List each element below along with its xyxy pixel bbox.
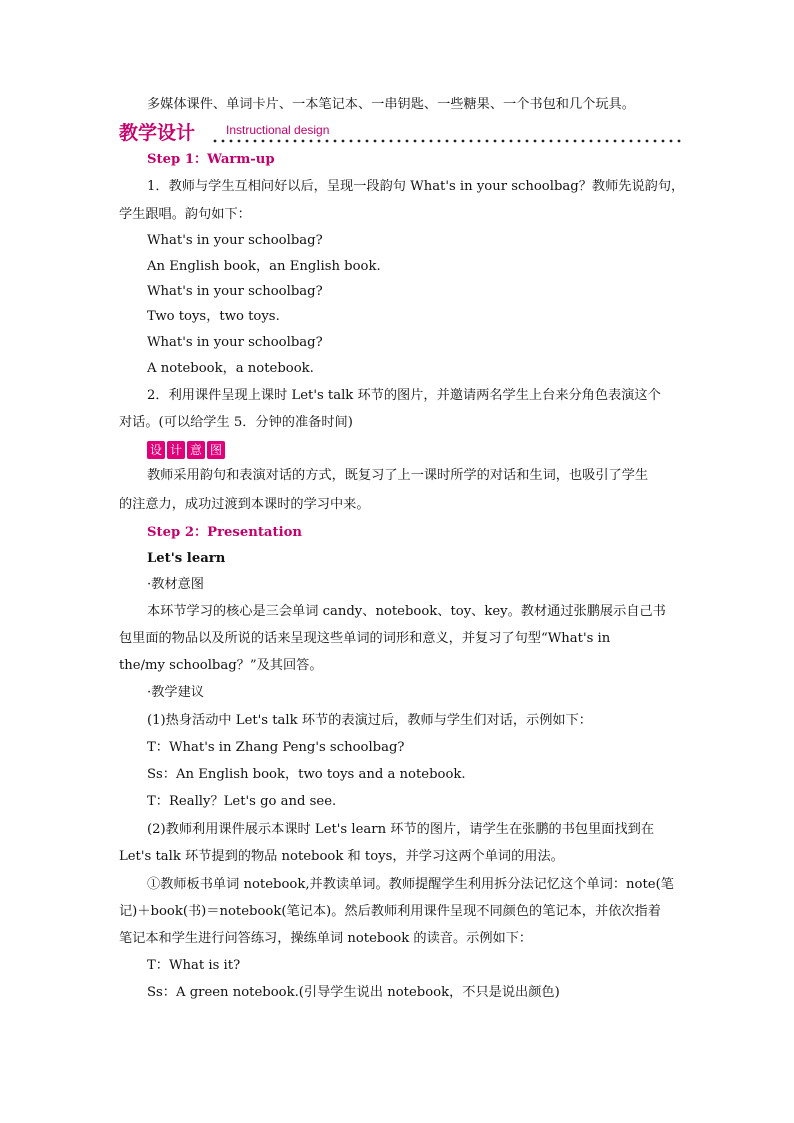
step2-subheading: Let's learn bbox=[147, 551, 226, 566]
badge-char: 计 bbox=[167, 441, 185, 459]
teaching-advice-label: ·教学建议 bbox=[147, 685, 204, 700]
chant-line: What's in your schoolbag? bbox=[147, 284, 323, 299]
step2-heading: Step 2：Presentation bbox=[147, 525, 302, 540]
dotted-divider bbox=[212, 133, 682, 145]
chant-line: A notebook，a notebook. bbox=[147, 361, 314, 376]
textbook-intent-label: ·教材意图 bbox=[147, 577, 204, 592]
step1-para1-line1: 1．教师与学生互相问好以后，呈现一段韵句 What's in your schoolbag？教师先说韵句， bbox=[147, 179, 685, 194]
circle1-line1: ①教师板书单词 notebook,并教读单词。教师提醒学生利用拆分法记忆这个单词：note(笔 bbox=[147, 877, 674, 892]
advice2-line2: Let's talk 环节提到的物品 notebook 和 toys，并学习这两个单词的用法。 bbox=[119, 849, 564, 864]
section-subtitle: Instructional design bbox=[226, 123, 330, 137]
step1-para1-line2: 学生跟唱。韵句如下： bbox=[119, 207, 251, 222]
section-title: 教学设计 bbox=[119, 122, 196, 144]
badge-char: 设 bbox=[147, 441, 165, 459]
badge-char: 意 bbox=[187, 441, 205, 459]
dialogue-line: Ss：A green notebook.(引导学生说出 notebook，不只是说出颜色) bbox=[147, 985, 560, 1000]
circle1-line3: 笔记本和学生进行问答练习，操练单词 notebook 的读音。示例如下： bbox=[119, 931, 533, 946]
textbook-intent-line3: the/my schoolbag？”及其回答。 bbox=[119, 658, 323, 673]
dialogue-line: Ss：An English book，two toys and a notebook. bbox=[147, 767, 466, 782]
textbook-intent-line1: 本环节学习的核心是三会单词 candy、notebook、toy、key。教材通过张鹏展示自己书 bbox=[147, 604, 666, 619]
advice2-line1: (2)教师利用课件展示本课时 Let's learn 环节的图片，请学生在张鹏的书包里面找到在 bbox=[147, 822, 655, 837]
design-intent-badge bbox=[147, 441, 225, 459]
chant-line: What's in your schoolbag? bbox=[147, 335, 323, 350]
advice1-line: (1)热身活动中 Let's talk 环节的表演过后，教师与学生们对话，示例如下： bbox=[147, 713, 592, 728]
materials-line: 多媒体课件、单词卡片、一本笔记本、一串钥匙、一些糖果、一个书包和几个玩具。 bbox=[147, 97, 635, 112]
chant-line: What's in your schoolbag? bbox=[147, 233, 323, 248]
dialogue-line: T：What's in Zhang Peng's schoolbag? bbox=[147, 740, 405, 755]
step1-para2-line2: 对话。(可以给学生 5．分钟的准备时间) bbox=[119, 415, 353, 430]
badge-char: 图 bbox=[207, 441, 225, 459]
chant-line: Two toys，two toys. bbox=[147, 309, 280, 324]
design-intent-line1: 教师采用韵句和表演对话的方式，既复习了上一课时所学的对话和生词，也吸引了学生 bbox=[147, 468, 649, 483]
step1-heading: Step 1：Warm-up bbox=[147, 152, 275, 167]
dialogue-line: T：Really？Let's go and see. bbox=[147, 794, 337, 809]
design-intent-line2: 的注意力，成功过渡到本课时的学习中来。 bbox=[119, 497, 370, 512]
circle1-line2: 记)＋book(书)＝notebook(笔记本)。然后教师利用课件呈现不同颜色的笔记本，并依次指着 bbox=[119, 904, 661, 919]
chant-line: An English book，an English book. bbox=[147, 259, 381, 274]
textbook-intent-line2: 包里面的物品以及所说的话来呈现这些单词的词形和意义，并复习了句型“What's in bbox=[119, 631, 611, 646]
step1-para2-line1: 2．利用课件呈现上课时 Let's talk 环节的图片，并邀请两名学生上台来分角色表演这个 bbox=[147, 388, 661, 403]
dialogue-line: T：What is it? bbox=[147, 958, 241, 973]
